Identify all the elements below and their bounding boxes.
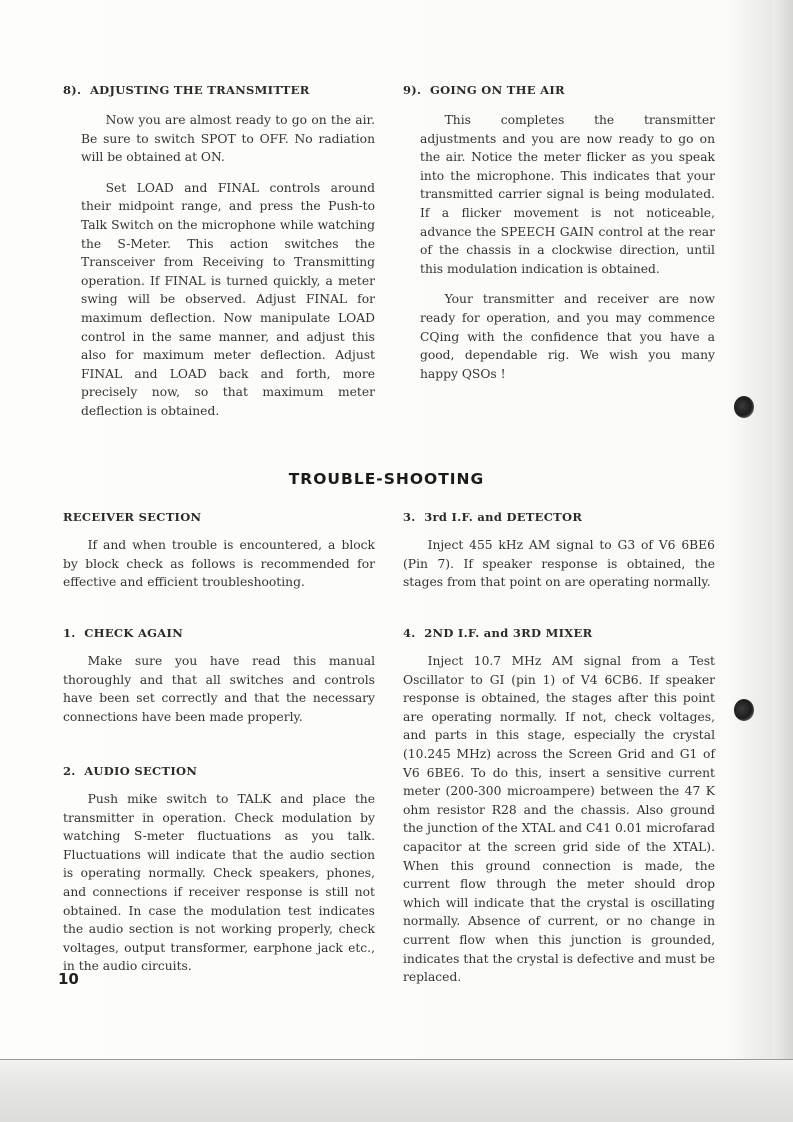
paragraph: Now you are almost ready to go on the air. Be sure to switch SPOT to OFF. No radiation will be obtained at ON. <box>81 113 375 165</box>
paragraph: Push mike switch to TALK and place the transmitter in operation. Check modulation by watching S-meter fluctuations as you talk. Fluctuations will indicate that the audio section is operating normally. Check speakers, phones, and connections if receiver response is still not obtained. In case the modulation test indicates the audio section is not working properly, check voltages, output transformer, earphone jack etc., in the audio circuits. <box>63 792 375 974</box>
binder-hole-icon <box>734 396 754 418</box>
page-title: TROUBLE-SHOOTING <box>288 470 485 488</box>
section-heading: 8). ADJUSTING THE TRANSMITTER <box>63 83 310 97</box>
scan-bottom-shadow <box>0 1060 793 1122</box>
section-second-if <box>403 626 715 987</box>
paragraph: Inject 455 kHz AM signal to G3 of V6 6BE6 (Pin 7). If speaker response is obtained, the stages from that point on are operating normally. <box>403 538 715 590</box>
section-adjusting-transmitter <box>63 83 375 421</box>
page-edge-shadow <box>772 0 793 1060</box>
page-number: 10 <box>58 970 79 988</box>
section-heading: 1. CHECK AGAIN <box>63 626 184 640</box>
paragraph: This completes the transmitter adjustments and you are now ready to go on the air. Notice the meter flicker as you speak into the microphone. This indicates that your transmitted carrier signal is being modulated. If a flicker movement is not noticeable, advance the SPEECH GAIN control at the rear of the chassis in a clockwise direction, until this modulation indication is obtained. <box>420 113 715 276</box>
section-heading: 9). GOING ON THE AIR <box>403 83 565 97</box>
section-heading: 4. 2ND I.F. and 3RD MIXER <box>403 626 593 640</box>
section-audio <box>63 764 375 976</box>
section-heading: 2. AUDIO SECTION <box>63 764 198 778</box>
section-heading: RECEIVER SECTION <box>63 510 202 524</box>
paragraph: Make sure you have read this manual thoroughly and that all switches and controls have been set correctly and that the necessary connections have been made properly. <box>63 654 375 724</box>
section-heading: 3. 3rd I.F. and DETECTOR <box>403 510 583 524</box>
paragraph: Your transmitter and receiver are now ready for operation, and you may commence CQing with the confidence that you have a good, dependable rig. We wish you many happy QSOs ! <box>420 292 715 381</box>
paragraph: Inject 10.7 MHz AM signal from a Test Oscillator to GI (pin 1) of V4 6CB6. If speaker response is obtained, the stages after this point are operating normally. If not, check voltages, and parts in this stage, especially the crystal (10.245 MHz) across the Screen Grid and G1 of V6 6BE6. To do this, insert a sensitive current meter (200-300 microampere) between the 47 K ohm resistor R28 and the chassis. Also ground the junction of the XTAL and C41 0.01 microfarad capacitor at the screen grid side of the XTAL). When this ground connection is made, the current flow through the meter should drop which will indicate that the crystal is oscillating normally. Absence of current, or no change in current flow when this junction is grounded, indicates that the crystal is defective and must be replaced. <box>403 654 715 985</box>
paragraph: Set LOAD and FINAL controls around their midpoint range, and press the Push-to Talk Switch on the microphone while watching the S-Meter. This action switches the Transceiver from Receiving to Transmitting operation. If FINAL is turned quickly, a meter swing will be observed. Adjust FINAL for maximum deflection. Now manipulate LOAD control in the same manner, and adjust this also for maximum meter deflection. Adjust FINAL and LOAD back and forth, more precisely now, so that maximum meter deflection is obtained. <box>81 180 375 418</box>
section-check-again <box>63 626 375 726</box>
section-going-on-air <box>403 83 715 383</box>
paragraph: If and when trouble is encountered, a block by block check as follows is recommended for effective and efficient troubleshooting. <box>63 538 375 590</box>
section-receiver <box>63 510 375 592</box>
section-third-if <box>403 510 715 592</box>
binder-hole-icon <box>734 699 754 721</box>
